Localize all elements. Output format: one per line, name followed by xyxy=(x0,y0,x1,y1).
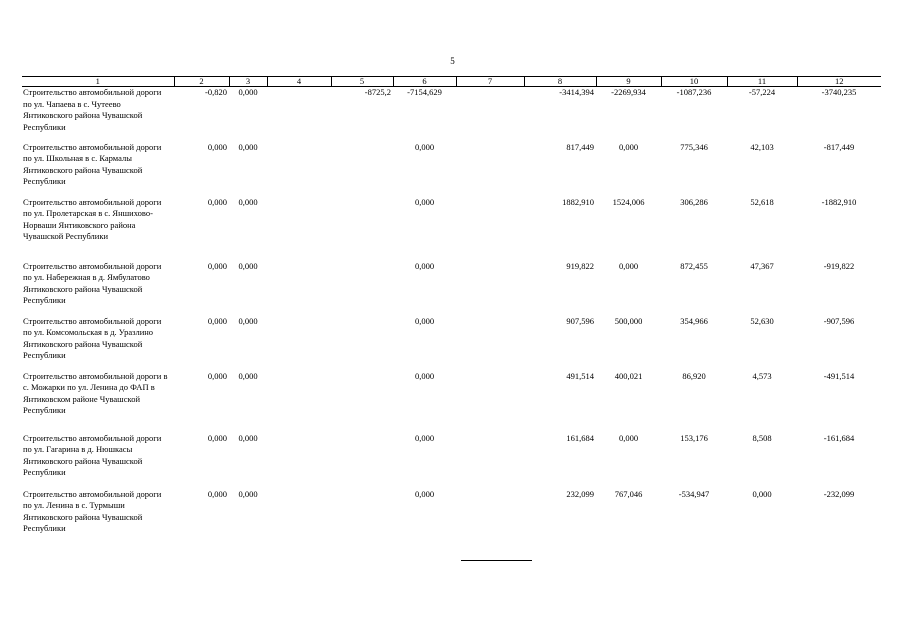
value-cell: 500,000 xyxy=(614,315,643,326)
value-cell: 306,286 xyxy=(680,196,708,207)
project-name-cell: Строительство автомобильной дороги по ул. Набережная в д. Ямбулатово Янтиковского района Чувашской Республики xyxy=(23,260,162,305)
value-cell: -1087,236 xyxy=(676,87,712,97)
value-cell: 0,000 xyxy=(414,488,435,499)
value-cell: -3740,235 xyxy=(821,87,857,97)
table-row xyxy=(22,261,881,316)
value-cell xyxy=(331,142,393,197)
table-row xyxy=(22,197,881,261)
data-table xyxy=(22,76,881,541)
project-name-cell: Строительство автомобильной дороги по ул. Пролетарская в с. Яншихово-Норваши Янтиковского района Чувашской Республики xyxy=(23,196,162,241)
value-cell: 0,000 xyxy=(238,370,258,381)
value-cell: 907,596 xyxy=(566,315,594,326)
table-row xyxy=(22,433,881,489)
column-header: 11 xyxy=(727,77,797,87)
value-cell: 872,455 xyxy=(680,260,708,271)
value-cell: 919,822 xyxy=(566,260,594,271)
value-cell: -57,224 xyxy=(748,87,776,97)
value-cell: 4,573 xyxy=(752,370,772,381)
value-cell: 767,046 xyxy=(614,488,643,499)
value-cell: 1882,910 xyxy=(562,196,594,207)
value-cell: -8725,2 xyxy=(364,87,391,97)
value-cell xyxy=(267,433,331,489)
value-cell: 0,000 xyxy=(238,260,258,271)
value-cell: -3414,394 xyxy=(559,87,594,97)
column-header: 10 xyxy=(661,77,727,87)
value-cell: -491,514 xyxy=(823,370,855,381)
value-cell: 0,000 xyxy=(414,141,435,152)
value-cell: 354,966 xyxy=(680,315,708,326)
column-number-row xyxy=(22,77,881,87)
value-cell xyxy=(331,261,393,316)
column-header: 3 xyxy=(229,77,267,87)
value-cell: 0,000 xyxy=(752,488,772,499)
value-cell: 0,000 xyxy=(207,141,227,152)
table-row xyxy=(22,489,881,541)
value-cell: 0,000 xyxy=(207,370,227,381)
value-cell xyxy=(456,197,524,261)
value-cell: 8,508 xyxy=(752,432,772,443)
value-cell: 0,000 xyxy=(618,260,639,271)
value-cell: 52,618 xyxy=(750,196,774,207)
value-cell xyxy=(267,371,331,433)
value-cell xyxy=(331,197,393,261)
page-number: 5 xyxy=(450,56,455,66)
value-cell xyxy=(456,433,524,489)
value-cell xyxy=(331,316,393,371)
value-cell: 232,099 xyxy=(566,488,594,499)
value-cell: 817,449 xyxy=(566,141,594,152)
value-cell: -817,449 xyxy=(823,141,855,152)
value-cell xyxy=(456,371,524,433)
value-cell: 0,000 xyxy=(414,196,435,207)
value-cell xyxy=(456,489,524,541)
value-cell: -534,947 xyxy=(678,488,710,499)
table-row xyxy=(22,142,881,197)
value-cell: 0,000 xyxy=(207,260,227,271)
project-name-cell: Строительство автомобильной дороги по ул. Ленина в с. Турмыши Янтиковского района Чувашской Республики xyxy=(23,488,162,533)
value-cell: 0,000 xyxy=(207,196,227,207)
column-header: 4 xyxy=(267,77,331,87)
value-cell: 52,630 xyxy=(750,315,774,326)
column-header: 2 xyxy=(174,77,229,87)
value-cell: 161,684 xyxy=(566,432,594,443)
value-cell: 0,000 xyxy=(414,315,435,326)
value-cell: 0,000 xyxy=(618,432,639,443)
value-cell xyxy=(456,261,524,316)
value-cell: 0,000 xyxy=(238,196,258,207)
project-name-cell: Строительство автомобильной дороги по ул. Школьная в с. Кармалы Янтиковского района Чувашской Республики xyxy=(23,141,162,186)
project-name-cell: Строительство автомобильной дороги по ул. Комсомольская в д. Уразлино Янтиковского района Чувашской Республики xyxy=(23,315,162,360)
value-cell: 0,000 xyxy=(414,432,435,443)
project-name-cell: Строительство автомобильной дороги по ул. Гагарина в д. Нюшкасы Янтиковского района Чувашской Республики xyxy=(23,432,162,477)
closing-rule xyxy=(461,560,532,561)
value-cell: 1524,006 xyxy=(612,196,645,207)
column-header: 9 xyxy=(596,77,661,87)
value-cell xyxy=(267,489,331,541)
value-cell: -919,822 xyxy=(823,260,855,271)
value-cell xyxy=(456,316,524,371)
value-cell xyxy=(267,197,331,261)
value-cell: 0,000 xyxy=(618,141,639,152)
value-cell: 47,367 xyxy=(750,260,774,271)
table-row xyxy=(22,87,881,142)
project-name-cell: Строительство автомобильной дороги по ул. Чапаева в с. Чутеево Янтиковского района Чувашской Республики xyxy=(23,87,162,132)
value-cell: 0,000 xyxy=(238,87,258,97)
value-cell: 0,000 xyxy=(238,315,258,326)
project-name-cell: Строительство автомобильной дороги в с. Можарки по ул. Ленина до ФАП в Янтиковском районе Чувашской Республики xyxy=(23,370,168,415)
table-row xyxy=(22,316,881,371)
value-cell: 86,920 xyxy=(682,370,706,381)
value-cell: 0,000 xyxy=(238,432,258,443)
value-cell: -232,099 xyxy=(823,488,855,499)
value-cell: -161,684 xyxy=(823,432,855,443)
value-cell xyxy=(267,261,331,316)
value-cell: 0,000 xyxy=(207,432,227,443)
value-cell: 0,000 xyxy=(207,488,227,499)
column-header: 7 xyxy=(456,77,524,87)
column-header: 1 xyxy=(22,77,174,87)
value-cell xyxy=(267,87,331,142)
value-cell xyxy=(456,142,524,197)
table-row xyxy=(22,371,881,433)
value-cell xyxy=(331,371,393,433)
column-header: 8 xyxy=(524,77,596,87)
value-cell: -0,820 xyxy=(205,87,227,97)
column-header: 12 xyxy=(797,77,881,87)
value-cell: -1882,910 xyxy=(821,196,857,207)
value-cell xyxy=(456,87,524,142)
value-cell: -7154,629 xyxy=(407,87,442,97)
value-cell: 0,000 xyxy=(414,370,435,381)
value-cell xyxy=(331,489,393,541)
value-cell: -907,596 xyxy=(823,315,855,326)
column-header: 5 xyxy=(331,77,393,87)
value-cell xyxy=(331,433,393,489)
value-cell: -2269,934 xyxy=(611,87,646,97)
value-cell: 400,021 xyxy=(614,370,643,381)
value-cell: 0,000 xyxy=(207,315,227,326)
value-cell: 0,000 xyxy=(238,141,258,152)
value-cell xyxy=(267,142,331,197)
value-cell: 153,176 xyxy=(680,432,708,443)
value-cell xyxy=(267,316,331,371)
value-cell: 775,346 xyxy=(680,141,708,152)
value-cell: 0,000 xyxy=(238,488,258,499)
value-cell: 491,514 xyxy=(566,370,594,381)
column-header: 6 xyxy=(393,77,456,87)
value-cell: 0,000 xyxy=(414,260,435,271)
value-cell: 42,103 xyxy=(750,141,774,152)
